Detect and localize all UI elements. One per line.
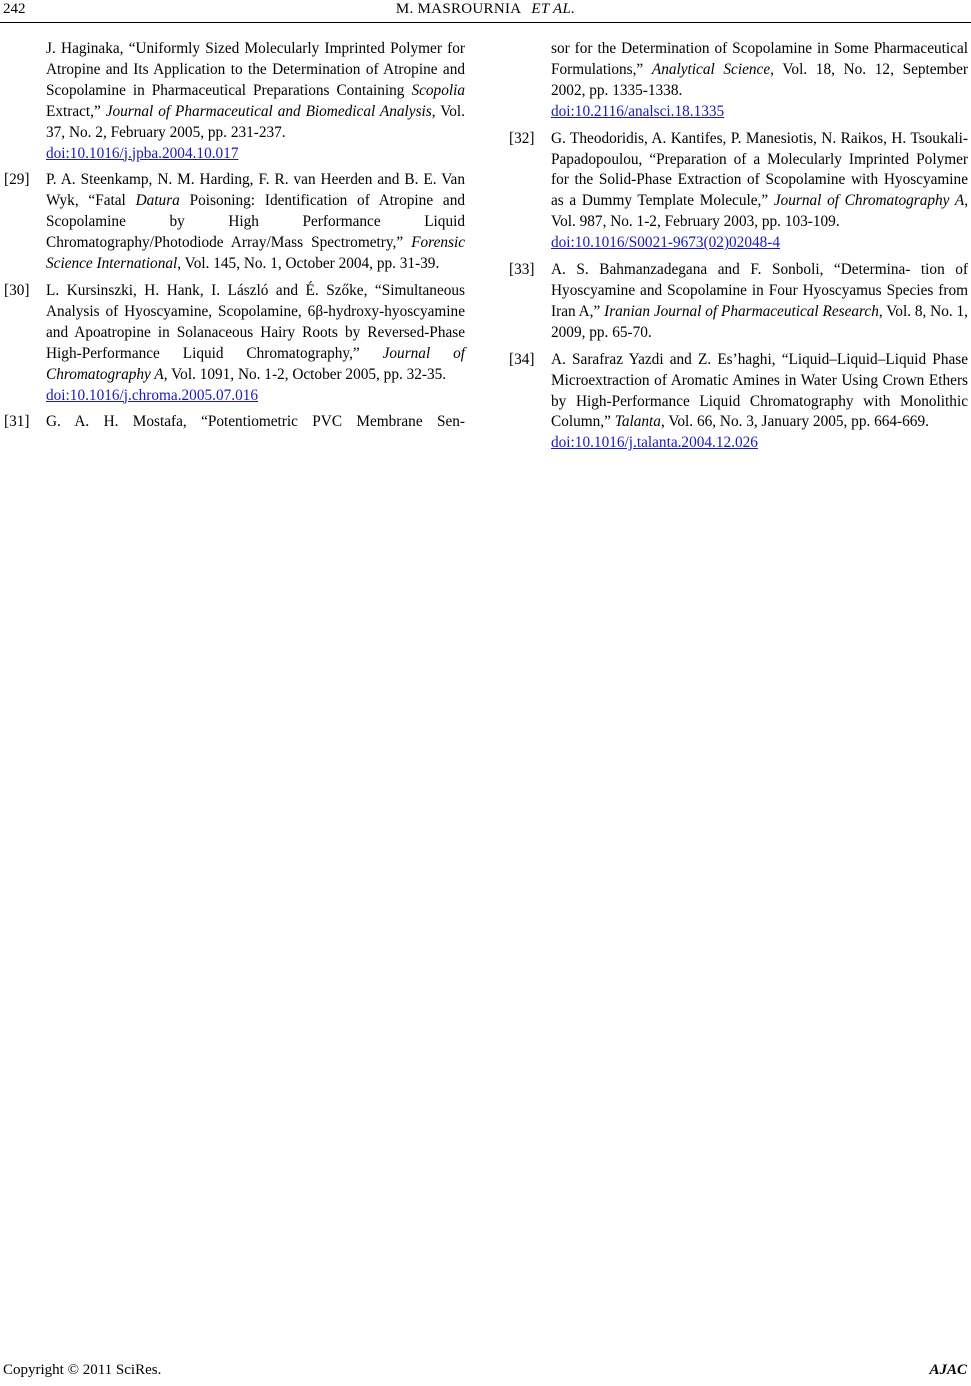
right-column [509,39,968,460]
reference-29 [4,170,465,275]
reference-text: P. A. Steenkamp, N. M. Harding, F. R. van Heerden and B. E. Van Wyk, “Fatal Datura Poisoning: Identification of Atropine and Scopolamine by High Performance Liquid Chromatography/Photodiode Array/Mass Spectrometry,” Forensic Science International, Vol. 145, No. 1, October 2004, pp. 31-39. [46,171,465,273]
doi-link[interactable]: doi:10.1016/j.jpba.2004.10.017 [46,144,239,162]
reference-30 [4,281,465,406]
reference-number: [29] [4,171,30,189]
reference-32 [509,129,968,254]
reference-number: [32] [509,129,535,147]
reference-33 [509,260,968,344]
reference-number: [30] [4,281,30,299]
reference-34 [509,350,968,455]
reference-text: sor for the Determination of Scopolamine in Some Pharmaceutical Formulations,” Analytical Science, Vol. 18, No. 12, September 2002, pp. 1335-1338. doi:10.2116/analsci.18.1335 [551,39,968,123]
reference-31 [4,412,465,433]
reference-continuation-right [509,39,968,123]
reference-text: G. A. H. Mostafa, “Potentiometric PVC Membrane Sen- [46,413,465,431]
doi-link[interactable]: doi:10.2116/analsci.18.1335 [551,102,725,120]
page-header [0,0,971,22]
reference-number: [31] [4,413,30,431]
reference-text: A. S. Bahmanzadegana and F. Sonboli, “Determina- tion of Hyoscyamine and Scopolamine in Four Hyoscyamus Species from Iran A,” Iranian Journal of Pharmaceutical Research, Vol. 8, No. 1, 2009, pp. 65-70. [551,261,968,341]
left-column [4,39,465,439]
reference-text: L. Kursinszki, H. Hank, I. László and É. Szőke, “Simultaneous Analysis of Hyoscyamine, Scopolamine, 6β-hydroxy-hyoscyamine and Apoatropine in Solanaceous Hairy Roots by Reversed-Phase High-Performance Liquid Chromatography,” Journal of Chromatography A, Vol. 1091, No. 1-2, October 2005, pp. 32-35. doi:10.1016/j.chroma.2005.07.016 [46,281,465,406]
running-head-et-al: ET AL. [531,1,576,17]
doi-link[interactable]: doi:10.1016/S0021-9673(02)02048-4 [551,234,781,252]
reference-text: G. Theodoridis, A. Kantifes, P. Manesiotis, N. Raikos, H. Tsoukali-Papadopoulou, “Preparation of a Molecularly Imprinted Polymer for the Solid-Phase Extraction of Scopolamine with Hyoscyamine as a Dummy Template Molecule,” Journal of Chromatography A, Vol. 987, No. 1-2, February 2003, pp. 103-109. doi:10.1016/S0021-9673(02)02048-4 [551,129,968,254]
reference-number: [33] [509,261,535,279]
reference-text: J. Haginaka, “Uniformly Sized Molecularly Imprinted Polymer for Atropine and Its Application to the Determination of Atropine and Scopolamine in Pharmaceutical Preparations Containing Scopolia Extract,” Journal of Pharmaceutical and Biomedical Analysis, Vol. 37, No. 2, February 2005, pp. 231-237. doi:10.1016/j.jpba.2004.10.017 [46,39,465,164]
page-footer [0,1362,971,1384]
running-head-authors: M. MASROURNIA [395,1,522,17]
reference-number: [34] [509,350,535,368]
reference-text: A. Sarafraz Yazdi and Z. Es’haghi, “Liquid–Liquid–Liquid Phase Microextraction of Aromatic Amines in Water Using Crown Ethers by High-Performance Liquid Chromatography with Monolithic Column,” Talanta, Vol. 66, No. 3, January 2005, pp. 664-669. doi:10.1016/j.talanta.2004.12.026 [551,350,968,455]
header-rule [0,22,971,23]
doi-link[interactable]: doi:10.1016/j.chroma.2005.07.016 [46,386,259,404]
copyright-notice: Copyright © 2011 SciRes. [3,1362,162,1378]
reference-continuation-left [4,39,465,164]
running-head [0,1,971,18]
doi-link[interactable]: doi:10.1016/j.talanta.2004.12.026 [551,434,758,452]
journal-abbreviation: AJAC [929,1362,967,1378]
page-number: 242 [3,1,26,17]
